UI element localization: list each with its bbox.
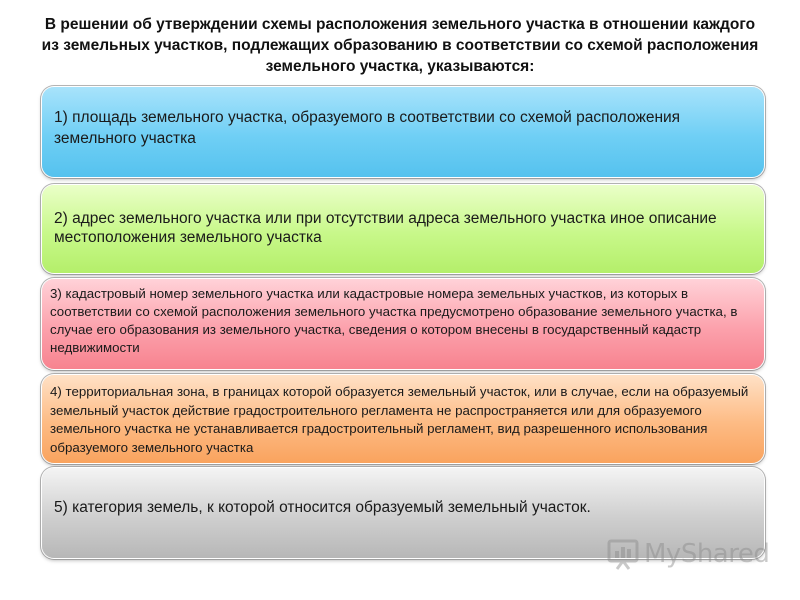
item-box-address [42,185,764,273]
slide-title: В решении об утверждении схемы расположения земельного участка в отношении каждого из земельных участков, подлежащих образованию в соответствии со схемой расположения земельного участка, указываются: [41,16,759,75]
item-text: 4) территориальная зона, в границах которой образуется земельный участок, или в случае, если на образуемый земельный участок действие градостроительного регламента не распространяется или для образуемого земельного участка не устанавливается градостроительный регламент, вид разрешенного использования образуемого земельного участка [50,384,749,455]
watermark-logo [606,534,776,574]
item-text: 3) кадастровый номер земельного участка или кадастровые номера земельных участков, из которых в соответствии со схемой расположения земельного участка предусмотрено образование земельного участка, в случае его образования из земельного участка, сведения о котором внесены в государственный кадастр недвижимости [50,286,738,355]
watermark-text: MyShared [644,539,770,569]
item-box-territorial-zone [42,375,764,463]
item-text: 2) адрес земельного участка или при отсутствии адреса земельного участка иное описание местоположения земельного участка [54,210,717,246]
item-box-area [42,87,764,177]
presentation-icon [606,537,640,571]
item-text: 5) категория земель, к которой относится образуемый земельный участок. [54,499,591,516]
item-text: 1) площадь земельного участка, образуемого в соответствии со схемой расположения земельного участка [54,109,681,147]
item-box-cadastral-number [42,279,764,369]
